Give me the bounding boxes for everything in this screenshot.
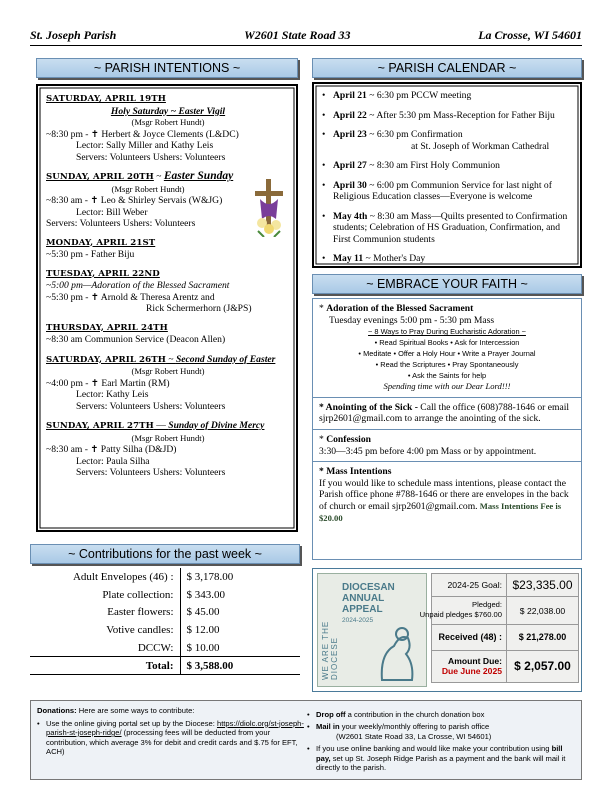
calendar-item: • April 22 ~ After 5:30 pm Mass-Reception for Father Biju xyxy=(320,110,574,122)
day-heading: THURSDAY, APRIL 24TH xyxy=(46,322,168,333)
day-heading: SUNDAY, APRIL 27TH xyxy=(46,421,154,431)
intentions-box xyxy=(36,84,298,532)
embrace-box xyxy=(312,298,582,560)
appeal-logo xyxy=(317,573,427,687)
ways-line: • Ask the Saints for help xyxy=(407,371,487,381)
mass-intentions-section: * Mass Intentions If you would like to schedule mass intentions, please contact the Parish office phone #788-1646 or there are envelopes in the back of church or email sjrp2601@gmail.com. Mass Intentions Fee is $20.00 xyxy=(319,466,569,523)
feast: Easter Sunday xyxy=(163,170,234,182)
annual-appeal xyxy=(312,568,582,692)
calendar-item: • April 27 ~ 8:30 am First Holy Communion xyxy=(320,160,574,172)
appeal-side-text: WE ARE THE DIOCESE xyxy=(321,620,339,680)
donations-box: Donations: Here are some ways to contribute: • Use the online giving portal set up by the Diocese: https://diolc.org/st-joseph-parish-st-joseph-ridge/ (processing fees will be deducted from your contribution, which average 3% for debit and credit cards and $.75 for EFT, ACH) • Drop off a contribution in the church donation box • Mail in your weekly/monthly offering to parish office (W2601 State Road 33, La Crosse, WI 54601) • If you use online banking and would like make your contribution using bill pay, set up St. Joseph Ridge Parish as a payment and the bank will mail it directly to the parish. xyxy=(30,700,582,780)
list-item: • If you use online banking and would like make your contribution using bill pay, set up St. Joseph Ridge Parish as a payment and the bank will mail it directly to the parish. xyxy=(307,744,575,773)
logo-line: 2024-2025 xyxy=(342,617,374,624)
adoration-title: Adoration of the Blessed Sacrament xyxy=(326,303,474,314)
parish-city: La Crosse, WI 54601 xyxy=(478,28,582,42)
lector: Lector: Kathy Leis xyxy=(76,389,149,400)
calendar-banner: ~ PARISH CALENDAR ~ xyxy=(312,58,582,78)
mass-time-cont: Rick Schermerhorn (J&PS) xyxy=(146,303,252,314)
mass-time: ~8:30 am - ✝ Leo & Shirley Servais (W&JG) xyxy=(46,195,223,206)
servers: Servers: Volunteers Ushers: Volunteers xyxy=(76,400,226,412)
received-row: Received (48) : $ 21,278.00 xyxy=(431,625,579,651)
table-row: Votive candles: $ 12.00 xyxy=(30,621,300,639)
table-row: Total: $ 3,588.00 xyxy=(30,657,300,675)
list-item: • Mail in your weekly/monthly offering to parish office (W2601 State Road 33, La Crosse, WI 54601) xyxy=(307,722,575,741)
contributions-table xyxy=(30,568,300,692)
celebrant: (Msgr Robert Hundt) xyxy=(111,183,185,194)
logo-line: DIOCESAN xyxy=(342,582,395,593)
lector: Lector: Sally Miller and Kathy Leis xyxy=(76,140,214,151)
day-heading: MONDAY, APRIL 21ST xyxy=(46,237,156,248)
table-row: Easter flowers: $ 45.00 xyxy=(30,604,300,622)
servers: Servers: Volunteers Ushers: Volunteers xyxy=(46,218,196,229)
mass-time: ~8:30 am Communion Service (Deacon Allen) xyxy=(46,334,226,345)
calendar-item: • May 11 ~ Mother's Day xyxy=(320,253,574,265)
intention-sun-27: SUNDAY, APRIL 27TH — Sunday of Divine Mercy (Msgr Robert Hundt) ~8:30 am - ✝ Patty Silha (D&JD) Lector: Paula Silha Servers: Volunteers Ushers: Volunteers xyxy=(46,420,290,479)
table-row: Adult Envelopes (46) : $ 3,178.00 xyxy=(30,568,300,586)
day-heading: TUESDAY, APRIL 22ND xyxy=(46,268,160,279)
intention-mon-21 xyxy=(46,238,290,261)
adoration-time: ~5:00 pm—Adoration of the Blessed Sacrament xyxy=(46,280,230,291)
calendar-item: • April 23 ~ 6:30 pm Confirmation at St. Joseph of Workman Cathedral xyxy=(320,129,574,152)
goal-row: 2024-25 Goal: $23,335.00 xyxy=(431,573,579,597)
intention-sat-26: SATURDAY, APRIL 26TH ~ Second Sunday of Easter (Msgr Robert Hundt) ~4:00 pm - ✝ Earl Martin (RM) Lector: Kathy Leis Servers: Volunteers Ushers: Volunteers xyxy=(46,354,290,413)
easter-cross-lily-icon xyxy=(252,179,288,237)
logo-line: APPEAL xyxy=(342,604,383,615)
ways-title: ~ 8 Ways to Pray During Eucharistic Adoration ~ xyxy=(368,327,526,337)
ways-line: • Meditate • Offer a Holy Hour • Write a Prayer Journal xyxy=(358,349,536,359)
donations-list-left xyxy=(37,716,305,773)
contributions-banner: ~ Contributions for the past week ~ xyxy=(30,544,300,564)
ways-line: • Read the Scriptures • Pray Spontaneously xyxy=(375,360,519,370)
mass-time: ~5:30 pm - Father Biju xyxy=(46,249,135,260)
pledged-row: Pledged: Unpaid pledges $760.00 $ 22,038.00 xyxy=(431,597,579,625)
celebrant: (Msgr Robert Hundt) xyxy=(131,117,205,127)
intention-sun-20: SUNDAY, APRIL 20TH ~ Easter Sunday (Msgr Robert Hundt) ~8:30 am - ✝ Leo & Shirley Servais (W&JG) Lector: Bill Weber Servers: Volunteers Ushers: Volunteers xyxy=(46,171,290,230)
lector: Lector: Bill Weber xyxy=(76,206,148,218)
mass-time: ~4:00 pm - ✝ Earl Martin (RM) xyxy=(46,377,170,389)
feast: Second Sunday of Easter xyxy=(175,353,276,365)
calendar-item: • April 30 ~ 6:00 pm Communion Service for last night of Religious Education classes—Everyone is welcome xyxy=(320,180,574,203)
calendar-list xyxy=(320,90,574,265)
calendar-box xyxy=(312,82,582,268)
table-row: Plate collection: $ 343.00 xyxy=(30,586,300,604)
servers: Servers: Volunteers Ushers: Volunteers xyxy=(76,151,226,163)
intentions-banner: ~ PARISH INTENTIONS ~ xyxy=(36,58,298,78)
list-item: • Use the online giving portal set up by the Diocese: https://diolc.org/st-joseph-parish-st-joseph-ridge/ (processing fees will be deducted from your contribution, which average 3% for debit and credit cards and $.75 for EFT, ACH) xyxy=(37,719,305,757)
logo-line: ANNUAL xyxy=(342,593,385,604)
embrace-banner: ~ EMBRACE YOUR FAITH ~ xyxy=(312,274,582,294)
mass-time: ~8:30 am - ✝ Patty Silha (D&JD) xyxy=(46,444,177,455)
day-heading: SUNDAY, APRIL 20TH xyxy=(46,172,154,182)
calendar-item: • May 4th ~ 8:30 am Mass—Quilts presented to Confirmation students; Celebration of HS Graduation, Confirmation, and First Communion students xyxy=(320,211,574,246)
adoration-section: * Adoration of the Blessed Sacrament Tuesday evenings 5:00 pm - 5:30 pm Mass ~ 8 Ways to Pray During Eucharistic Adoration ~ • Read Spiritual Books • Ask for Intercession • Meditate • Offer a Holy Hour • Write a Prayer Journal • Read the Scriptures • Pray Spontaneously • Ask the Saints for help Spending time with our Dear Lord!!! xyxy=(313,299,581,398)
celebrant: (Msgr Robert Hundt) xyxy=(131,366,205,376)
giving-portal-link[interactable]: https://diolc.org/st-joseph-parish-st-joseph-ridge/ xyxy=(46,718,304,737)
intention-tue-22 xyxy=(46,269,290,315)
confession-section: * Confession 3:30—3:45 pm before 4:00 pm Mass or by appointment. xyxy=(313,430,581,462)
mass-time: ~8:30 pm - ✝ Herbert & Joyce Clements (L&DC) xyxy=(46,128,239,140)
day-heading: SATURDAY, APRIL 26TH xyxy=(46,354,166,365)
ways-line: • Read Spiritual Books • Ask for Intercession xyxy=(374,338,520,348)
donations-list-right xyxy=(307,707,575,773)
ways-closing: Spending time with our Dear Lord!!! xyxy=(383,381,511,392)
anointing-section: * Anointing of the Sick - Call the office (608)788-1646 or email sjrp2601@gmail.com to arrange the anointing of the sick. xyxy=(313,398,581,430)
feast: Holy Saturday ~ Easter Vigil xyxy=(110,105,226,117)
praying-figure-icon xyxy=(372,624,418,682)
servers: Servers: Volunteers Ushers: Volunteers xyxy=(76,467,226,478)
day-heading: SATURDAY, APRIL 19TH xyxy=(46,94,166,104)
adoration-time: Tuesday evenings 5:00 pm - 5:30 pm Mass xyxy=(329,314,495,326)
list-item: • Drop off a contribution in the church donation box xyxy=(307,710,575,720)
celebrant: (Msgr Robert Hundt) xyxy=(131,432,205,443)
parish-address: W2601 State Road 33 xyxy=(244,28,351,42)
due-row: Amount Due: Due June 2025 $ 2,057.00 xyxy=(431,651,579,683)
intention-sat-19 xyxy=(46,94,290,163)
page-header xyxy=(30,28,582,46)
intention-thu-24 xyxy=(46,323,290,346)
lector: Lector: Paula Silha xyxy=(76,455,150,467)
mass-time: ~5:30 pm - ✝ Arnold & Theresa Arentz and xyxy=(46,291,215,303)
feast: Sunday of Divine Mercy xyxy=(168,420,265,431)
parish-name: St. Joseph Parish xyxy=(30,28,117,42)
calendar-item: • April 21 ~ 6:30 pm PCCW meeting xyxy=(320,90,574,102)
table-row: DCCW: $ 10.00 xyxy=(30,639,300,657)
